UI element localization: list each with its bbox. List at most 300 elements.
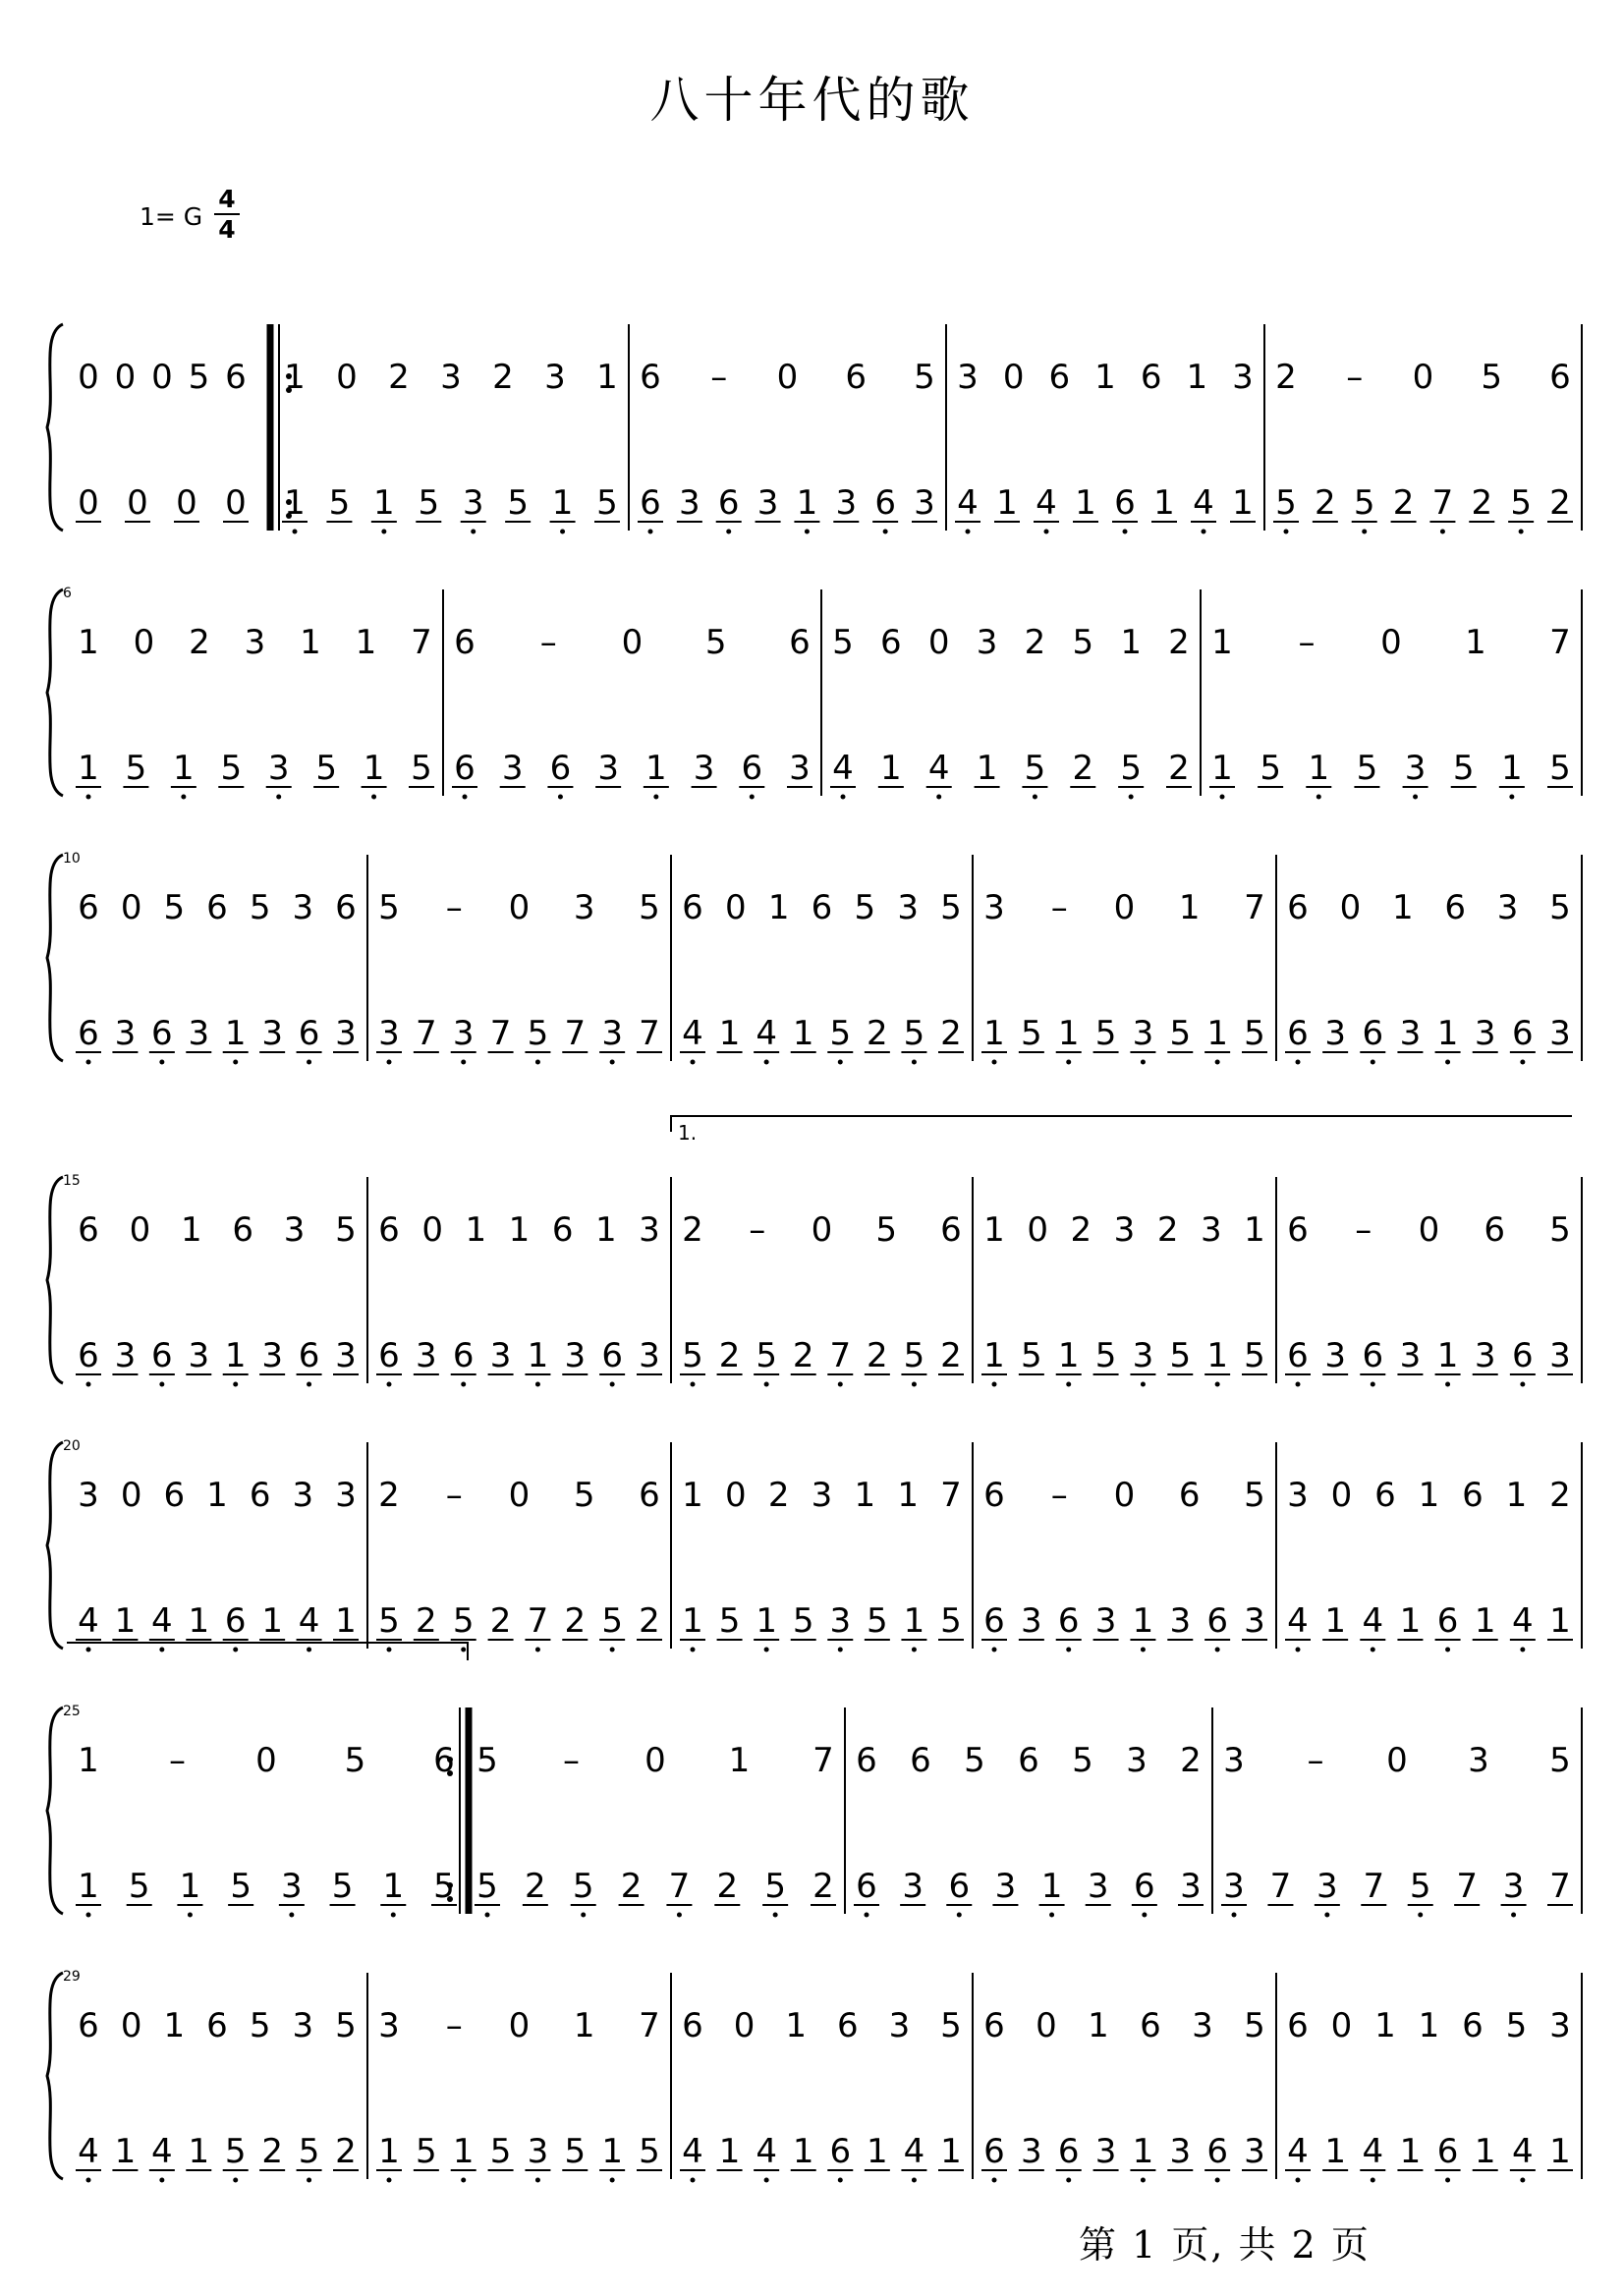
melody-note: 0 bbox=[508, 1476, 531, 1515]
bass-note: 1 bbox=[976, 749, 998, 788]
bass-note: 1 bbox=[363, 749, 385, 788]
bass-note: 5 bbox=[903, 1336, 925, 1375]
bass-note: 1 bbox=[179, 1867, 201, 1906]
bass-note: 4 bbox=[298, 1601, 320, 1641]
bass-note: 5 bbox=[507, 483, 529, 523]
octave-dot bbox=[1519, 530, 1524, 534]
bass-note: 4 bbox=[903, 2132, 925, 2171]
bass-note: 1 bbox=[1436, 1336, 1459, 1375]
bass-note: 3 bbox=[188, 1014, 210, 1053]
bass-note: 1 bbox=[718, 2132, 741, 2171]
melody-note: 6 bbox=[232, 1210, 254, 1250]
bass-note: 1 bbox=[1206, 1336, 1228, 1375]
melody-note: 1 bbox=[300, 623, 321, 662]
melody-note: 1 bbox=[1374, 2006, 1396, 2045]
bass-note: 0 bbox=[176, 483, 197, 523]
melody-note: 5 bbox=[1244, 1476, 1265, 1515]
melody-note: 0 bbox=[120, 2006, 142, 2045]
bass-note: 1 bbox=[1501, 749, 1523, 788]
melody-note: 6 bbox=[433, 1741, 455, 1780]
melody-note: 0 bbox=[725, 1476, 747, 1515]
melody-note: – bbox=[445, 888, 463, 927]
bass-note: 4 bbox=[682, 2132, 703, 2171]
octave-dot bbox=[992, 1648, 997, 1652]
bass-note: 5 bbox=[220, 749, 243, 788]
score-title: 八十年代的歌 bbox=[649, 72, 975, 129]
melody-note: 6 bbox=[163, 1476, 186, 1515]
octave-dot bbox=[86, 2178, 91, 2183]
bass-note: 4 bbox=[1512, 1601, 1534, 1641]
bass-note: 5 bbox=[1356, 749, 1378, 788]
melody-note: 6 bbox=[682, 2006, 703, 2045]
octave-dot bbox=[1232, 1913, 1237, 1918]
bass-note: 5 bbox=[756, 1336, 777, 1375]
melody-note: – bbox=[1298, 623, 1316, 662]
octave-dot bbox=[1418, 1913, 1423, 1918]
melody-note: 6 bbox=[335, 888, 357, 927]
melody-note: 2 bbox=[1180, 1741, 1202, 1780]
octave-dot bbox=[610, 2178, 615, 2183]
octave-dot bbox=[773, 1913, 778, 1918]
bass-note: 5 bbox=[1094, 1336, 1117, 1375]
bass-note: 1 bbox=[78, 1867, 99, 1906]
bass-note: 3 bbox=[416, 1336, 437, 1375]
melody-note: 3 bbox=[1126, 1741, 1148, 1780]
bass-note: 7 bbox=[829, 1336, 852, 1375]
bass-note: 7 bbox=[416, 1014, 437, 1053]
bass-note: 3 bbox=[114, 1014, 137, 1053]
octave-dot bbox=[1044, 530, 1049, 534]
octave-dot bbox=[1520, 1382, 1525, 1387]
octave-dot bbox=[1520, 1648, 1525, 1652]
bass-note: 3 bbox=[1324, 1336, 1346, 1375]
melody-note: 6 bbox=[249, 1476, 271, 1515]
melody-note: 6 bbox=[856, 1741, 877, 1780]
bass-note: 4 bbox=[1362, 1601, 1384, 1641]
octave-dot bbox=[86, 1382, 91, 1387]
octave-dot bbox=[912, 2178, 917, 2183]
melody-note: 1 bbox=[1465, 623, 1486, 662]
octave-dot bbox=[750, 795, 755, 800]
bass-note: 3 bbox=[188, 1336, 210, 1375]
melody-note: 1 bbox=[1211, 623, 1233, 662]
octave-dot bbox=[1324, 1913, 1329, 1918]
octave-dot bbox=[648, 530, 653, 534]
melody-note: 6 bbox=[78, 888, 99, 927]
melody-note: 2 bbox=[682, 1210, 703, 1250]
page-footer: 第 1 页, 共 2 页 bbox=[1079, 2223, 1371, 2267]
melody-note: 6 bbox=[378, 1210, 400, 1250]
bass-note: 1 bbox=[983, 1336, 1005, 1375]
melody-note: 3 bbox=[897, 888, 919, 927]
melody-note: 2 bbox=[388, 358, 410, 397]
melody-note: 6 bbox=[1549, 358, 1571, 397]
bass-note: 1 bbox=[867, 2132, 888, 2171]
bass-note: 6 bbox=[741, 749, 763, 788]
melody-note: 7 bbox=[1244, 888, 1265, 927]
melody-note: 3 bbox=[976, 623, 998, 662]
octave-dot bbox=[188, 1913, 193, 1918]
octave-dot bbox=[1142, 1913, 1147, 1918]
melody-note: 2 bbox=[767, 1476, 790, 1515]
bass-note: 2 bbox=[812, 1867, 834, 1906]
bass-note: 1 bbox=[261, 1601, 283, 1641]
bass-note: 4 bbox=[1036, 483, 1057, 523]
bass-note: 5 bbox=[764, 1867, 786, 1906]
bass-note: 5 bbox=[433, 1867, 455, 1906]
melody-note: 0 bbox=[644, 1741, 666, 1780]
bass-note: 4 bbox=[151, 1601, 173, 1641]
octave-dot bbox=[1445, 2178, 1450, 2183]
bass-note: 6 bbox=[1114, 483, 1136, 523]
melody-note: 3 bbox=[78, 1476, 99, 1515]
melody-note: 2 bbox=[1156, 1210, 1179, 1250]
bass-note: 3 bbox=[1399, 1336, 1422, 1375]
melody-note: 1 bbox=[1088, 2006, 1109, 2045]
melody-note: 5 bbox=[964, 1741, 985, 1780]
melody-note: 6 bbox=[983, 2006, 1005, 2045]
melody-note: 5 bbox=[704, 623, 727, 662]
bass-note: 2 bbox=[416, 1601, 437, 1641]
melody-note: – bbox=[445, 2006, 463, 2045]
melody-note: 0 bbox=[1002, 358, 1025, 397]
bass-note: 1 bbox=[1474, 2132, 1496, 2171]
bass-note: 2 bbox=[489, 1601, 512, 1641]
melody-note: 6 bbox=[682, 888, 703, 927]
bass-note: 3 bbox=[1316, 1867, 1338, 1906]
octave-dot bbox=[387, 2178, 392, 2183]
melody-note: 5 bbox=[1072, 623, 1094, 662]
bass-note: 6 bbox=[1206, 2132, 1228, 2171]
octave-dot bbox=[387, 1060, 392, 1065]
bass-note: 1 bbox=[114, 2132, 137, 2171]
measure-number: 20 bbox=[63, 1438, 81, 1454]
bass-note: 3 bbox=[335, 1336, 357, 1375]
octave-dot bbox=[387, 1648, 392, 1652]
octave-dot bbox=[159, 1060, 164, 1065]
bass-note: 1 bbox=[224, 1014, 247, 1053]
octave-dot bbox=[838, 1648, 843, 1652]
bass-note: 1 bbox=[1549, 1601, 1571, 1641]
bass-note: 1 bbox=[940, 2132, 962, 2171]
melody-note: 1 bbox=[78, 623, 99, 662]
octave-dot bbox=[86, 795, 91, 800]
melody-note: – bbox=[1050, 888, 1068, 927]
melody-note: 5 bbox=[188, 358, 210, 397]
bass-note: 1 bbox=[224, 1336, 247, 1375]
melody-note: 5 bbox=[249, 888, 271, 927]
bass-note: 5 bbox=[476, 1867, 498, 1906]
bass-note: 6 bbox=[1057, 2132, 1080, 2171]
bass-note: 0 bbox=[127, 483, 148, 523]
melody-note: 1 bbox=[206, 1476, 228, 1515]
melody-note: 5 bbox=[163, 888, 186, 927]
melody-note: 5 bbox=[249, 2006, 271, 2045]
bass-note: 5 bbox=[128, 1867, 150, 1906]
bass-note: 3 bbox=[1132, 1336, 1154, 1375]
melody-note: 6 bbox=[640, 358, 661, 397]
melody-note: 0 bbox=[1330, 1476, 1353, 1515]
bass-note: 4 bbox=[1512, 2132, 1534, 2171]
bass-note: 2 bbox=[1392, 483, 1415, 523]
bass-note: 5 bbox=[452, 1601, 475, 1641]
bass-note: 3 bbox=[267, 749, 290, 788]
melody-note: 3 bbox=[378, 2006, 400, 2045]
bass-note: 1 bbox=[78, 749, 99, 788]
bass-note: 5 bbox=[1024, 749, 1046, 788]
melody-note: 6 bbox=[983, 1476, 1005, 1515]
melody-note: 5 bbox=[378, 888, 400, 927]
bass-note: 3 bbox=[1094, 2132, 1117, 2171]
bass-note: 1 bbox=[756, 1601, 777, 1641]
bass-note: 4 bbox=[78, 2132, 99, 2171]
bass-note: 1 bbox=[1549, 2132, 1571, 2171]
octave-dot bbox=[1141, 2178, 1146, 2183]
melody-note: – bbox=[563, 1741, 580, 1780]
melody-note: 3 bbox=[1201, 1210, 1222, 1250]
melody-note: 6 bbox=[1048, 358, 1071, 397]
bass-note: 5 bbox=[1409, 1867, 1431, 1906]
melody-note: 1 bbox=[1244, 1210, 1265, 1250]
bass-note: 5 bbox=[1244, 1336, 1265, 1375]
melody-note: 0 bbox=[1386, 1741, 1408, 1780]
bass-note: 4 bbox=[1362, 2132, 1384, 2171]
bass-note: 3 bbox=[1223, 1867, 1245, 1906]
bass-note: 4 bbox=[1287, 2132, 1309, 2171]
bass-note: 2 bbox=[564, 1601, 587, 1641]
melody-note: – bbox=[1307, 1741, 1324, 1780]
octave-dot bbox=[463, 795, 468, 800]
octave-dot bbox=[691, 1382, 696, 1387]
melody-note: 1 bbox=[897, 1476, 919, 1515]
melody-note: 5 bbox=[573, 1476, 595, 1515]
melody-note: 6 bbox=[811, 888, 833, 927]
melody-note: 0 bbox=[114, 358, 137, 397]
melody-note: 0 bbox=[508, 888, 531, 927]
octave-dot bbox=[181, 795, 186, 800]
octave-dot bbox=[1520, 2178, 1525, 2183]
bass-note: 1 bbox=[792, 2132, 814, 2171]
melody-note: 0 bbox=[725, 888, 747, 927]
octave-dot bbox=[912, 1060, 917, 1065]
bass-note: 5 bbox=[298, 2132, 320, 2171]
octave-dot bbox=[726, 530, 731, 534]
melody-note: 5 bbox=[344, 1741, 366, 1780]
octave-dot bbox=[1371, 1382, 1375, 1387]
volta-label: 1. bbox=[678, 1121, 698, 1145]
bass-note: 6 bbox=[1287, 1014, 1309, 1053]
melody-note: 0 bbox=[1380, 623, 1402, 662]
octave-dot bbox=[1215, 1648, 1220, 1652]
octave-dot bbox=[293, 530, 298, 534]
bass-note: 1 bbox=[792, 1014, 814, 1053]
bass-note: 1 bbox=[452, 2132, 475, 2171]
melody-note: 1 bbox=[1186, 358, 1208, 397]
melody-note: 6 bbox=[225, 358, 247, 397]
bass-note: 1 bbox=[601, 2132, 623, 2171]
melody-note: 0 bbox=[120, 1476, 142, 1515]
melody-note: 2 bbox=[1024, 623, 1046, 662]
melody-note: 3 bbox=[639, 1210, 660, 1250]
octave-dot bbox=[841, 795, 846, 800]
octave-dot bbox=[307, 1060, 311, 1065]
bass-note: 6 bbox=[983, 1601, 1005, 1641]
bass-note: 6 bbox=[1287, 1336, 1309, 1375]
bass-note: 4 bbox=[756, 2132, 777, 2171]
bass-note: 3 bbox=[639, 1336, 660, 1375]
octave-dot bbox=[159, 1648, 164, 1652]
octave-dot bbox=[1413, 795, 1418, 800]
octave-dot bbox=[461, 1648, 466, 1652]
melody-note: 1 bbox=[180, 1210, 202, 1250]
melody-note: 5 bbox=[1072, 1741, 1093, 1780]
octave-dot bbox=[1215, 2178, 1220, 2183]
key-signature: 1= G bbox=[140, 202, 203, 231]
melody-note: 3 bbox=[1287, 1476, 1309, 1515]
bass-note: 6 bbox=[298, 1014, 320, 1053]
melody-note: 1 bbox=[1391, 888, 1414, 927]
octave-dot bbox=[471, 530, 476, 534]
melody-note: 1 bbox=[284, 358, 306, 397]
bass-note: 4 bbox=[1193, 483, 1214, 523]
melody-note: 7 bbox=[1549, 623, 1571, 662]
bass-note: 3 bbox=[462, 483, 484, 523]
octave-dot bbox=[461, 1382, 466, 1387]
bass-note: 6 bbox=[1362, 1014, 1384, 1053]
bass-note: 3 bbox=[1180, 1867, 1202, 1906]
bass-note: 5 bbox=[1169, 1014, 1192, 1053]
octave-dot bbox=[307, 1648, 311, 1652]
melody-note: 6 bbox=[1462, 2006, 1484, 2045]
melody-note: 3 bbox=[888, 2006, 911, 2045]
melody-note: 3 bbox=[573, 888, 595, 927]
bass-note: 2 bbox=[867, 1336, 888, 1375]
bass-note: 1 bbox=[996, 483, 1018, 523]
bass-note: 1 bbox=[1324, 2132, 1346, 2171]
bass-note: 3 bbox=[1094, 1601, 1117, 1641]
bass-note: 4 bbox=[832, 749, 854, 788]
bass-note: 4 bbox=[927, 749, 950, 788]
melody-note: 1 bbox=[767, 888, 790, 927]
bass-note: 5 bbox=[1510, 483, 1532, 523]
bass-note: 7 bbox=[1363, 1867, 1385, 1906]
octave-dot bbox=[1141, 1382, 1146, 1387]
melody-note: 6 bbox=[454, 623, 476, 662]
bass-note: 5 bbox=[1120, 749, 1142, 788]
octave-dot bbox=[307, 2178, 311, 2183]
bass-note: 1 bbox=[1040, 1867, 1063, 1906]
bass-note: 5 bbox=[489, 2132, 512, 2171]
octave-dot bbox=[1284, 530, 1289, 534]
octave-dot bbox=[1296, 1060, 1301, 1065]
bass-note: 4 bbox=[957, 483, 979, 523]
bass-note: 3 bbox=[1244, 1601, 1265, 1641]
octave-dot bbox=[992, 1382, 997, 1387]
octave-dot bbox=[391, 1913, 396, 1918]
octave-dot bbox=[1141, 1060, 1146, 1065]
melody-note: 2 bbox=[1275, 358, 1297, 397]
bass-note: 5 bbox=[1452, 749, 1475, 788]
bass-note: 1 bbox=[1232, 483, 1254, 523]
melody-note: 6 bbox=[1018, 1741, 1039, 1780]
bass-note: 2 bbox=[1315, 483, 1336, 523]
melody-note: 3 bbox=[283, 1210, 306, 1250]
measure-number: 10 bbox=[63, 851, 81, 867]
bass-note: 1 bbox=[1399, 2132, 1422, 2171]
melody-note: 5 bbox=[875, 1210, 898, 1250]
bass-note: 1 bbox=[903, 1601, 925, 1641]
bass-note: 6 bbox=[829, 2132, 852, 2171]
bass-note: 3 bbox=[1169, 2132, 1192, 2171]
melody-note: 2 bbox=[189, 623, 210, 662]
bass-note: 3 bbox=[261, 1014, 283, 1053]
bass-note: 4 bbox=[151, 2132, 173, 2171]
bass-note: 3 bbox=[679, 483, 700, 523]
bass-note: 2 bbox=[718, 1336, 741, 1375]
octave-dot bbox=[233, 1060, 238, 1065]
melody-note: 6 bbox=[1287, 888, 1309, 927]
bass-note: 1 bbox=[1324, 1601, 1346, 1641]
bass-note: 6 bbox=[78, 1336, 99, 1375]
bass-note: 6 bbox=[1512, 1014, 1534, 1053]
bass-note: 3 bbox=[335, 1014, 357, 1053]
melody-note: 1 bbox=[728, 1741, 751, 1780]
bass-note: 1 bbox=[718, 1014, 741, 1053]
melody-note: 2 bbox=[378, 1476, 400, 1515]
bass-note: 1 bbox=[1057, 1336, 1080, 1375]
bass-note: 6 bbox=[640, 483, 661, 523]
bass-note: 1 bbox=[188, 1601, 210, 1641]
bass-note: 4 bbox=[682, 1014, 703, 1053]
bass-note: 5 bbox=[903, 1014, 925, 1053]
octave-dot bbox=[1066, 1648, 1071, 1652]
octave-dot bbox=[581, 1913, 586, 1918]
melody-note: 5 bbox=[940, 888, 962, 927]
melody-note: 5 bbox=[639, 888, 660, 927]
octave-dot bbox=[535, 1648, 540, 1652]
system-brace bbox=[47, 1707, 63, 1914]
bass-note: 3 bbox=[1021, 2132, 1042, 2171]
bass-note: 1 bbox=[983, 1014, 1005, 1053]
bass-note: 2 bbox=[1471, 483, 1493, 523]
octave-dot bbox=[461, 1060, 466, 1065]
melody-note: 3 bbox=[1549, 2006, 1571, 2045]
bass-note: 3 bbox=[527, 2132, 549, 2171]
bass-note: 1 bbox=[382, 1867, 405, 1906]
melody-note: – bbox=[1346, 358, 1364, 397]
melody-note: 1 bbox=[682, 1476, 703, 1515]
measure-number: 29 bbox=[63, 1969, 81, 1985]
bass-note: 3 bbox=[756, 483, 779, 523]
octave-dot bbox=[159, 2178, 164, 2183]
octave-dot bbox=[307, 1382, 311, 1387]
octave-dot bbox=[691, 1648, 696, 1652]
bass-note: 5 bbox=[315, 749, 337, 788]
bass-note: 7 bbox=[1431, 483, 1454, 523]
octave-dot bbox=[912, 1382, 917, 1387]
bass-note: 3 bbox=[902, 1867, 924, 1906]
melody-note: 6 bbox=[1140, 358, 1162, 397]
bass-note: 6 bbox=[1436, 2132, 1459, 2171]
bass-note: 1 bbox=[188, 2132, 210, 2171]
octave-dot bbox=[691, 2178, 696, 2183]
melody-note: 1 bbox=[78, 1741, 99, 1780]
octave-dot bbox=[1141, 1648, 1146, 1652]
octave-dot bbox=[1129, 795, 1134, 800]
bass-note: 5 bbox=[1021, 1336, 1042, 1375]
time-signature-numerator: 4 bbox=[214, 185, 240, 215]
bass-note: 6 bbox=[1206, 1601, 1228, 1641]
